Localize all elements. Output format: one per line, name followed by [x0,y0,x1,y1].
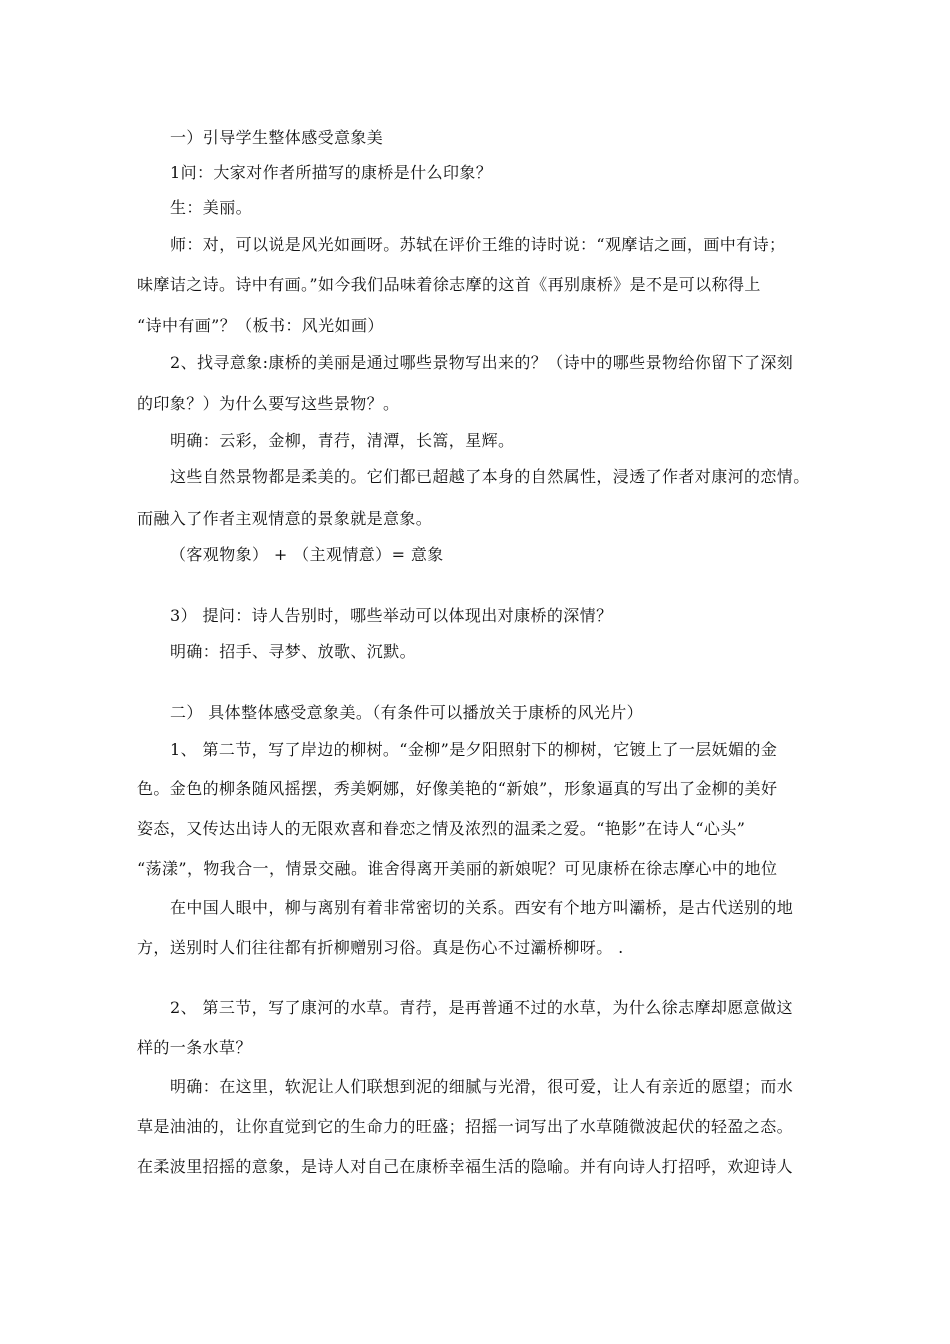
paragraph-line: 在柔波里招摇的意象，是诗人对自己在康桥幸福生活的隐喻。并有向诗人打招呼，欢迎诗人 [137,1157,794,1176]
paragraph-line: 草是油油的，让你直觉到它的生命力的旺盛；招摇一词写出了水草随微波起伏的轻盈之态。 [137,1117,794,1136]
paragraph-line: 样的一条水草？ [137,1038,252,1057]
paragraph-line: 师：对，可以说是风光如画呀。苏轼在评价王维的诗时说：“观摩诘之画，画中有诗； [170,235,786,254]
paragraph-line: “诗中有画”？（板书：风光如画） [137,316,384,335]
paragraph-line: 色。金色的柳条随风摇摆，秀美婀娜，好像美艳的“新娘”，形象逼真的写出了金柳的美好 [137,779,778,798]
answer-line: 明确：招手、寻梦、放歌、沉默。 [170,642,417,661]
paragraph-line: “荡漾”，物我合一，情景交融。谁舍得离开美丽的新娘呢？可见康桥在徐志摩心中的地位 [137,859,778,878]
student-answer: 生：美丽。 [170,198,253,217]
formula-line: （客观物象） + （主观情意）= 意象 [170,545,444,564]
paragraph-line: 这些自然景物都是柔美的。它们都已超越了本身的自然属性，浸透了作者对康河的恋情。 [170,467,810,486]
paragraph-line: 而融入了作者主观情意的景象就是意象。 [137,509,433,528]
section-heading-2: 二） 具体整体感受意象美。（有条件可以播放关于康桥的风光片） [170,703,644,722]
paragraph-line: 姿态，又传达出诗人的无限欢喜和眷恋之情及浓烈的温柔之爱。“艳影”在诗人“心头” [137,819,746,838]
question-1: 1问：大家对作者所描写的康桥是什么印象？ [170,163,493,182]
paragraph-line: 2、 第三节，写了康河的水草。青荇，是再普通不过的水草，为什么徐志摩却愿意做这 [170,998,793,1017]
question-3: 3） 提问：诗人告别时，哪些举动可以体现出对康桥的深情？ [170,606,613,625]
question-2: 2、找寻意象:康桥的美丽是通过哪些景物写出来的？（诗中的哪些景物给你留下了深刻 [170,353,794,372]
paragraph-line: 方，送别时人们往往都有折柳赠别习俗。真是伤心不过灞桥柳呀。 . [137,938,624,957]
paragraph-line: 在中国人眼中，柳与离别有着非常密切的关系。西安有个地方叫灞桥，是古代送别的地 [170,898,794,917]
paragraph-line: 味摩诘之诗。诗中有画。”如今我们品味着徐志摩的这首《再别康桥》是不是可以称得上 [137,275,761,294]
section-heading-1: 一）引导学生整体感受意象美 [170,128,384,147]
paragraph-line: 1、 第二节，写了岸边的柳树。“金柳”是夕阳照射下的柳树，它镀上了一层妩媚的金 [170,740,778,759]
answer-line: 明确：在这里，软泥让人们联想到泥的细腻与光滑，很可爱，让人有亲近的愿望；而水 [170,1077,794,1096]
paragraph-line: 的印象？）为什么要写这些景物？。 [137,394,400,413]
answer-line: 明确：云彩，金柳，青荇，清潭，长篙，星辉。 [170,431,515,450]
